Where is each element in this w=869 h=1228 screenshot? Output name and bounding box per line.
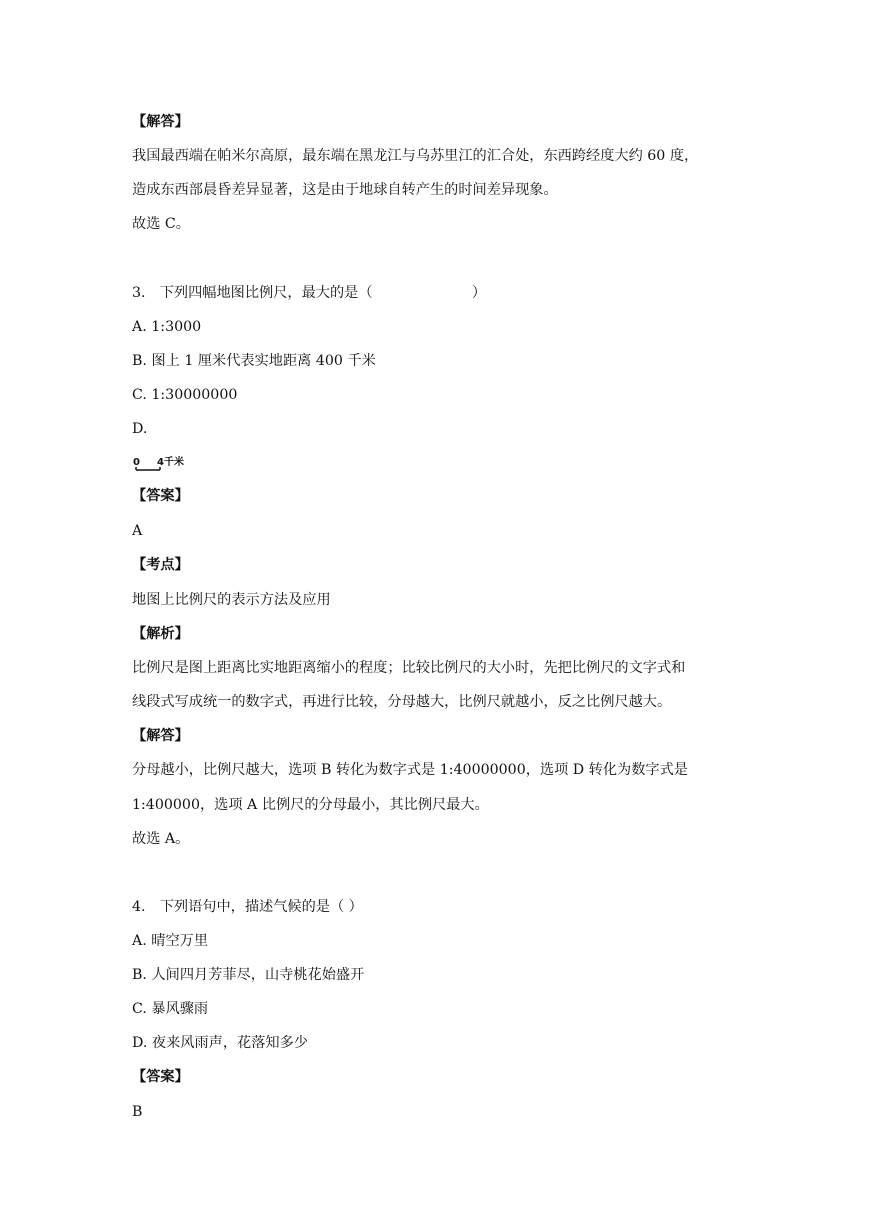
q3-option-c: C. 1:30000000 [132,387,238,403]
q3-kaodian-heading: 【考点】 [132,557,189,573]
q4-option-d: D. 夜来风雨声，花落知多少 [132,1035,308,1051]
q3-solution-heading: 【解答】 [132,728,189,744]
q3-answer-heading: 【答案】 [132,488,189,504]
q2-answer-line-1: 我国最西端在帕米尔高原，最东端在黑龙江与乌苏里江的汇合处，东西跨经度大约 60 度， [132,148,699,164]
q2-answer-line-2: 造成东西部晨昏差异显著，这是由于地球自转产生的时间差异现象。 [132,182,558,198]
q4-option-a: A. 晴空万里 [132,933,209,949]
scale-bar-zero: 0 [133,457,140,468]
q2-conclusion: 故选 C。 [132,216,190,232]
q3-conclusion: 故选 A。 [132,831,190,847]
scale-bar-label: 4千米 [157,457,184,468]
q4-answer-heading: 【答案】 [132,1069,189,1085]
q3-solution-line-1: 分母越小，比例尺越大，选项 B 转化为数字式是 1:40000000，选项 D 转化为数字式是 [132,762,688,778]
q3-solution-line-2: 1:400000，选项 A 比例尺的分母最小，其比例尺最大。 [132,797,489,813]
q3-answer: A [132,523,143,539]
q3-kaodian: 地图上比例尺的表示方法及应用 [132,592,331,608]
q3-analysis-heading: 【解析】 [132,626,189,642]
q4-question: 4. 下列语句中，描述气候的是（ ） [132,899,363,915]
q3-analysis-line-1: 比例尺是图上距离比实地距离缩小的程度；比较比例尺的大小时，先把比例尺的文字式和 [132,660,686,676]
q4-option-c: C. 暴风骤雨 [132,1001,209,1017]
q3-analysis-line-2: 线段式写成统一的数字式，再进行比较，分母越大，比例尺就越小，反之比例尺越大。 [132,694,672,710]
q4-answer: B [132,1104,143,1120]
q3-option-a: A. 1:3000 [132,319,202,335]
q4-option-b: B. 人间四月芳菲尽，山寺桃花始盛开 [132,967,365,983]
q3-question: 3. 下列四幅地图比例尺，最大的是（ ） [132,285,487,301]
q2-answer-heading: 【解答】 [132,114,189,130]
q3-option-d: D. [132,421,148,437]
scale-bar-graphic [133,455,193,471]
q3-option-b: B. 图上 1 厘米代表实地距离 400 千米 [132,353,376,369]
